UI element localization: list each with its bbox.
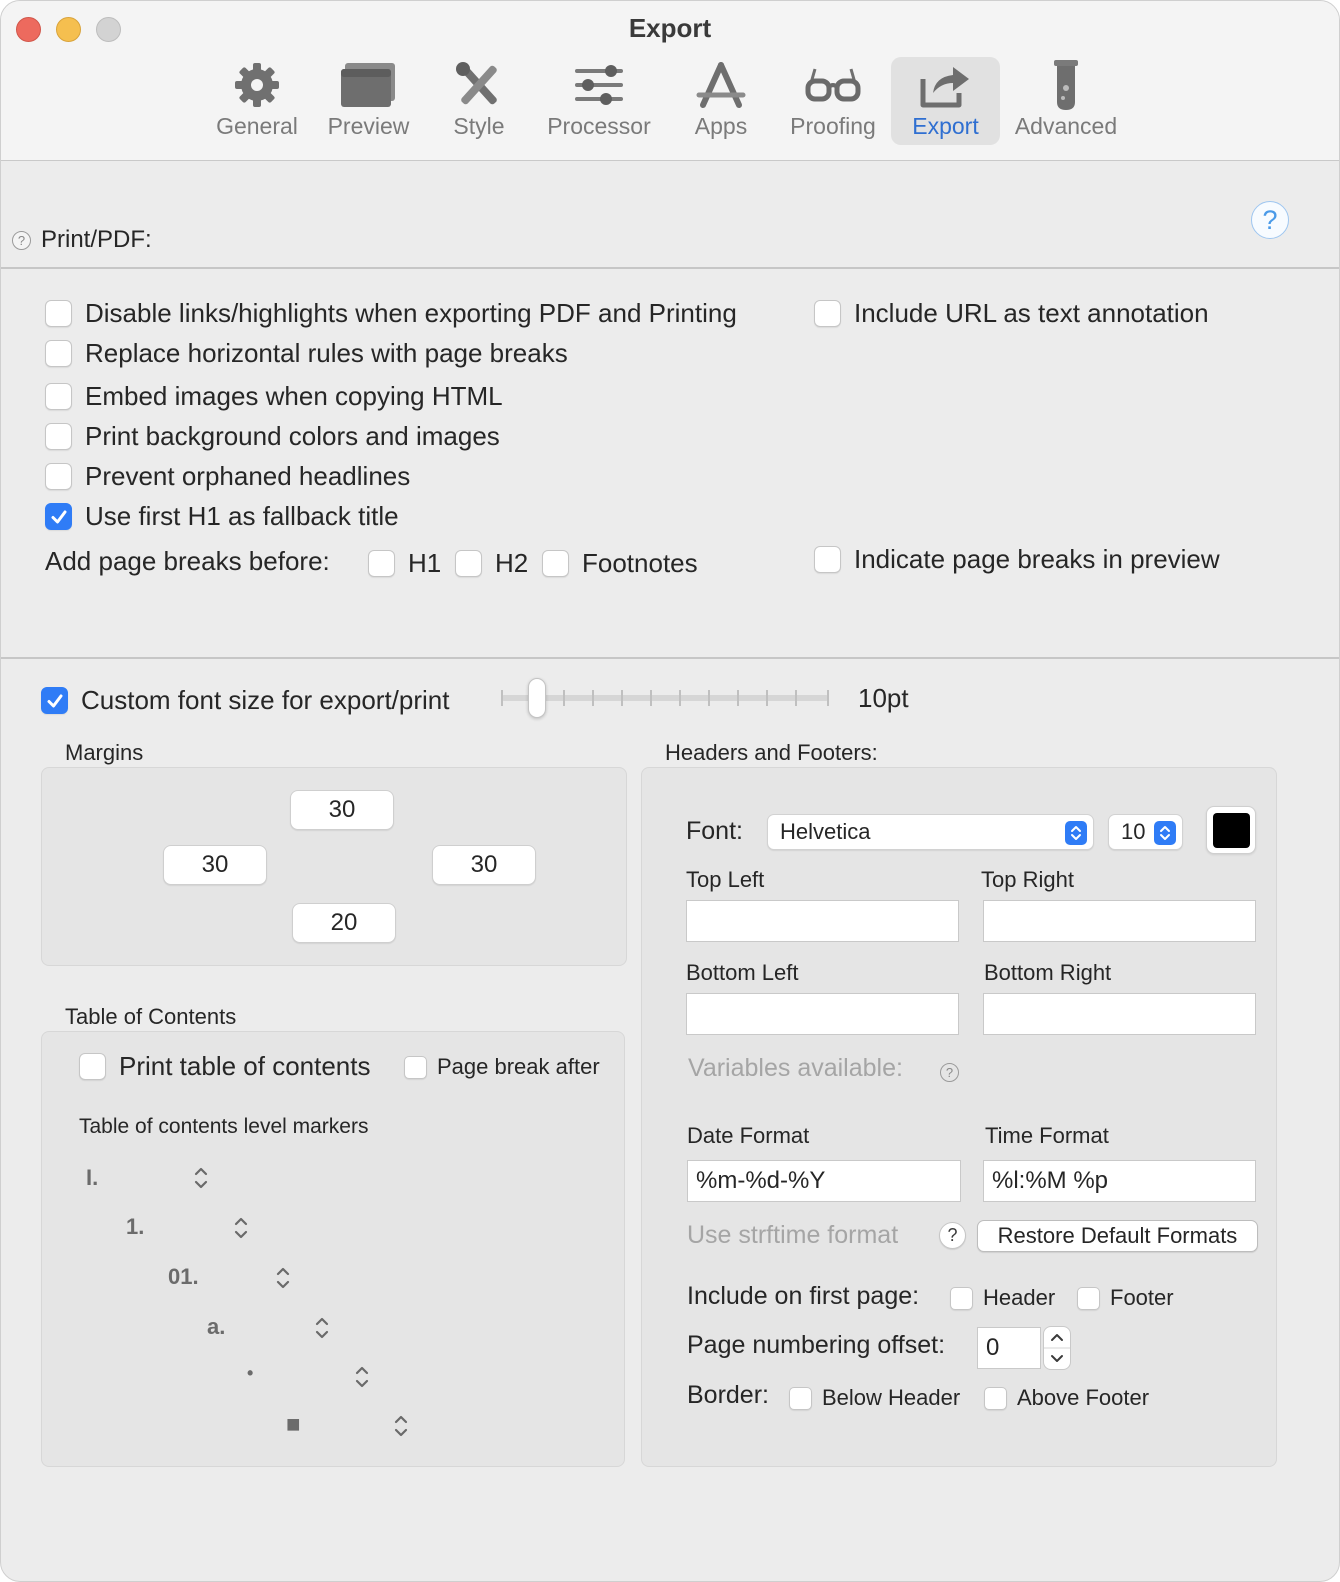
first-page-header-option[interactable] [950, 1285, 1055, 1311]
above-footer-checkbox[interactable] [984, 1387, 1007, 1410]
tab-general[interactable] [211, 57, 303, 145]
font-name-popup[interactable] [767, 814, 1094, 850]
font-color-swatch [1213, 813, 1250, 848]
offset-label: Page numbering offset: [687, 1331, 946, 1359]
slider-tick [737, 690, 739, 706]
top-left-label: Top Left [686, 867, 765, 892]
toc-marker-level-3: 01. [168, 1264, 199, 1289]
embed-images-label: Embed images when copying HTML [85, 381, 503, 411]
tab-processor-label: Processor [547, 113, 651, 139]
test-tube-icon [1036, 57, 1096, 113]
toc-page-break-option[interactable] [404, 1054, 600, 1080]
processor-sliders-icon [569, 57, 629, 113]
font-size-value: 10pt [858, 683, 909, 713]
above-footer-label: Above Footer [1017, 1385, 1150, 1410]
print-background-label: Print background colors and images [85, 421, 500, 451]
break-footnotes-option[interactable] [542, 548, 698, 579]
checkmark-icon [49, 507, 69, 527]
popup-arrows-icon [1065, 821, 1087, 845]
embed-images-checkbox[interactable] [45, 383, 72, 410]
toc-title: Table of Contents [65, 1004, 237, 1029]
bottom-right-label: Bottom Right [984, 960, 1112, 985]
print-toc-checkbox[interactable] [79, 1053, 106, 1080]
first-page-footer-checkbox[interactable] [1077, 1287, 1100, 1310]
tab-advanced-label: Advanced [1014, 113, 1118, 139]
disable-links-option[interactable] [45, 298, 737, 329]
custom-font-size-label: Custom font size for export/print [81, 685, 450, 715]
first-page-label: Include on first page: [687, 1282, 920, 1310]
include-url-label: Include URL as text annotation [854, 298, 1209, 328]
slider-tick [621, 690, 623, 706]
bottom-right-field[interactable] [983, 993, 1256, 1035]
above-footer-option[interactable] [984, 1385, 1149, 1411]
disable-links-checkbox[interactable] [45, 300, 72, 327]
tab-processor[interactable] [541, 57, 657, 145]
tab-proofing[interactable] [783, 57, 883, 145]
below-header-option[interactable] [789, 1385, 960, 1411]
font-name-value: Helvetica [780, 819, 871, 844]
disable-links-label: Disable links/highlights when exporting PDF and Printing [85, 298, 737, 328]
tab-style[interactable] [441, 57, 517, 145]
tab-export[interactable] [891, 57, 1000, 145]
replace-rules-checkbox[interactable] [45, 340, 72, 367]
print-pdf-title: Print/PDF: [41, 226, 152, 253]
font-size-popup[interactable] [1108, 814, 1183, 850]
time-format-field[interactable]: %l:%M %p [983, 1160, 1256, 1202]
date-format-field[interactable]: %m-%d-%Y [687, 1160, 961, 1202]
restore-default-formats-button[interactable]: Restore Default Formats [977, 1220, 1258, 1252]
tab-preview-label: Preview [327, 113, 410, 139]
break-h2-checkbox[interactable] [455, 550, 482, 577]
gear-icon [227, 57, 287, 113]
top-right-label: Top Right [981, 867, 1074, 892]
tab-style-label: Style [453, 113, 505, 139]
break-footnotes-label: Footnotes [582, 548, 698, 578]
first-h1-checkbox[interactable] [45, 503, 72, 530]
tab-advanced[interactable] [1011, 57, 1121, 145]
print-toc-option[interactable] [79, 1051, 370, 1082]
toc-page-break-checkbox[interactable] [404, 1056, 427, 1079]
indicate-breaks-label: Indicate page breaks in preview [854, 544, 1220, 574]
headers-footers-title: Headers and Footers: [665, 740, 878, 765]
slider-tick [501, 690, 503, 706]
strftime-help-button[interactable]: ? [939, 1222, 966, 1249]
first-h1-label: Use first H1 as fallback title [85, 501, 399, 531]
top-left-field[interactable] [686, 900, 959, 942]
chevron-up-down-icon[interactable] [393, 1413, 409, 1439]
apps-icon [691, 57, 751, 113]
slider-tick [708, 690, 710, 706]
export-share-icon [916, 57, 976, 113]
prevent-orphans-option[interactable] [45, 461, 410, 492]
first-h1-option[interactable] [45, 501, 399, 532]
custom-font-size-option[interactable] [41, 685, 449, 716]
time-format-label: Time Format [985, 1123, 1109, 1148]
variables-label: Variables available: [688, 1054, 903, 1082]
slider-tick [563, 690, 565, 706]
margin-top-field[interactable]: 30 [290, 790, 394, 830]
chevron-up-down-icon[interactable] [354, 1364, 370, 1390]
first-page-header-label: Header [983, 1285, 1056, 1310]
page-offset-stepper[interactable] [1043, 1326, 1071, 1370]
print-background-checkbox[interactable] [45, 423, 72, 450]
print-toc-label: Print table of contents [119, 1051, 371, 1081]
custom-font-size-checkbox[interactable] [41, 687, 68, 714]
chevron-up-down-icon[interactable] [193, 1165, 209, 1191]
tab-apps[interactable] [683, 57, 759, 145]
toc-box [41, 1031, 625, 1467]
slider-tick [827, 690, 829, 706]
chevron-up-down-icon[interactable] [314, 1315, 330, 1341]
font-size-popup-value: 10 [1121, 819, 1146, 844]
bottom-left-label: Bottom Left [686, 960, 799, 985]
glasses-icon [803, 57, 863, 113]
margins-title: Margins [65, 740, 144, 765]
break-h2-label: H2 [495, 548, 529, 578]
toc-page-break-label: Page break after [437, 1054, 600, 1079]
indicate-breaks-checkbox[interactable] [814, 546, 841, 573]
checkmark-icon [45, 691, 65, 711]
tab-export-label: Export [912, 113, 979, 139]
toc-marker-level-5: • [247, 1363, 254, 1383]
font-size-slider-knob[interactable] [528, 678, 546, 718]
font-label: Font: [686, 817, 743, 845]
style-tools-icon [449, 57, 509, 113]
toolbar [1, 1, 1339, 161]
tab-general-label: General [216, 113, 298, 139]
page-offset-field[interactable]: 0 [977, 1327, 1041, 1369]
border-label: Border: [687, 1381, 769, 1409]
font-size-slider-track[interactable] [501, 695, 829, 701]
slider-tick [795, 690, 797, 706]
window-title: Export [628, 13, 712, 43]
toc-marker-level-2: 1. [126, 1214, 145, 1239]
tab-apps-label: Apps [694, 113, 748, 139]
include-url-checkbox[interactable] [814, 300, 841, 327]
embed-images-option[interactable] [45, 381, 503, 412]
slider-tick [679, 690, 681, 706]
stepper-arrows-icon [1044, 1327, 1070, 1369]
slider-tick [766, 690, 768, 706]
slider-tick [650, 690, 652, 706]
toc-marker-level-1: I. [86, 1165, 99, 1190]
chevron-up-down-icon[interactable] [275, 1265, 291, 1291]
break-h1-checkbox[interactable] [368, 550, 395, 577]
preview-window-icon [339, 57, 399, 113]
font-color-well[interactable] [1206, 806, 1256, 854]
chevron-up-down-icon[interactable] [233, 1215, 249, 1241]
popup-arrows-icon [1154, 821, 1176, 845]
prevent-orphans-checkbox[interactable] [45, 463, 72, 490]
replace-rules-option[interactable] [45, 338, 568, 369]
first-page-header-checkbox[interactable] [950, 1287, 973, 1310]
tab-preview[interactable] [321, 57, 416, 145]
help-button[interactable]: ? [1251, 201, 1289, 239]
divider [1, 657, 1339, 659]
replace-rules-label: Replace horizontal rules with page breaks [85, 338, 568, 368]
prevent-orphans-label: Prevent orphaned headlines [85, 461, 411, 491]
toc-markers-title: Table of contents level markers [79, 1115, 369, 1138]
break-footnotes-checkbox[interactable] [542, 550, 569, 577]
toc-marker-level-6: ■ [286, 1411, 301, 1438]
page-breaks-label: Add page breaks before: [45, 546, 330, 576]
slider-tick [592, 690, 594, 706]
include-url-option[interactable] [814, 298, 1209, 329]
toc-marker-level-4: a. [207, 1314, 226, 1339]
below-header-label: Below Header [822, 1385, 961, 1410]
top-right-field[interactable] [983, 900, 1256, 942]
break-h1-label: H1 [408, 548, 442, 578]
variables-help-icon[interactable]: ? [940, 1063, 959, 1082]
indicate-breaks-option[interactable] [814, 544, 1220, 575]
date-format-label: Date Format [687, 1123, 810, 1148]
break-h2-option[interactable] [455, 548, 528, 579]
margin-left-field[interactable]: 30 [163, 845, 267, 885]
tab-proofing-label: Proofing [790, 113, 876, 139]
print-background-option[interactable] [45, 421, 500, 452]
strftime-label: Use strftime format [687, 1221, 899, 1249]
margin-bottom-field[interactable]: 20 [292, 903, 396, 943]
first-page-footer-option[interactable] [1077, 1285, 1174, 1311]
bottom-left-field[interactable] [686, 993, 959, 1035]
divider [1, 267, 1339, 269]
first-page-footer-label: Footer [1110, 1285, 1174, 1310]
break-h1-option[interactable] [368, 548, 441, 579]
print-pdf-help-icon[interactable]: ? [12, 231, 31, 250]
margin-right-field[interactable]: 30 [432, 845, 536, 885]
below-header-checkbox[interactable] [789, 1387, 812, 1410]
